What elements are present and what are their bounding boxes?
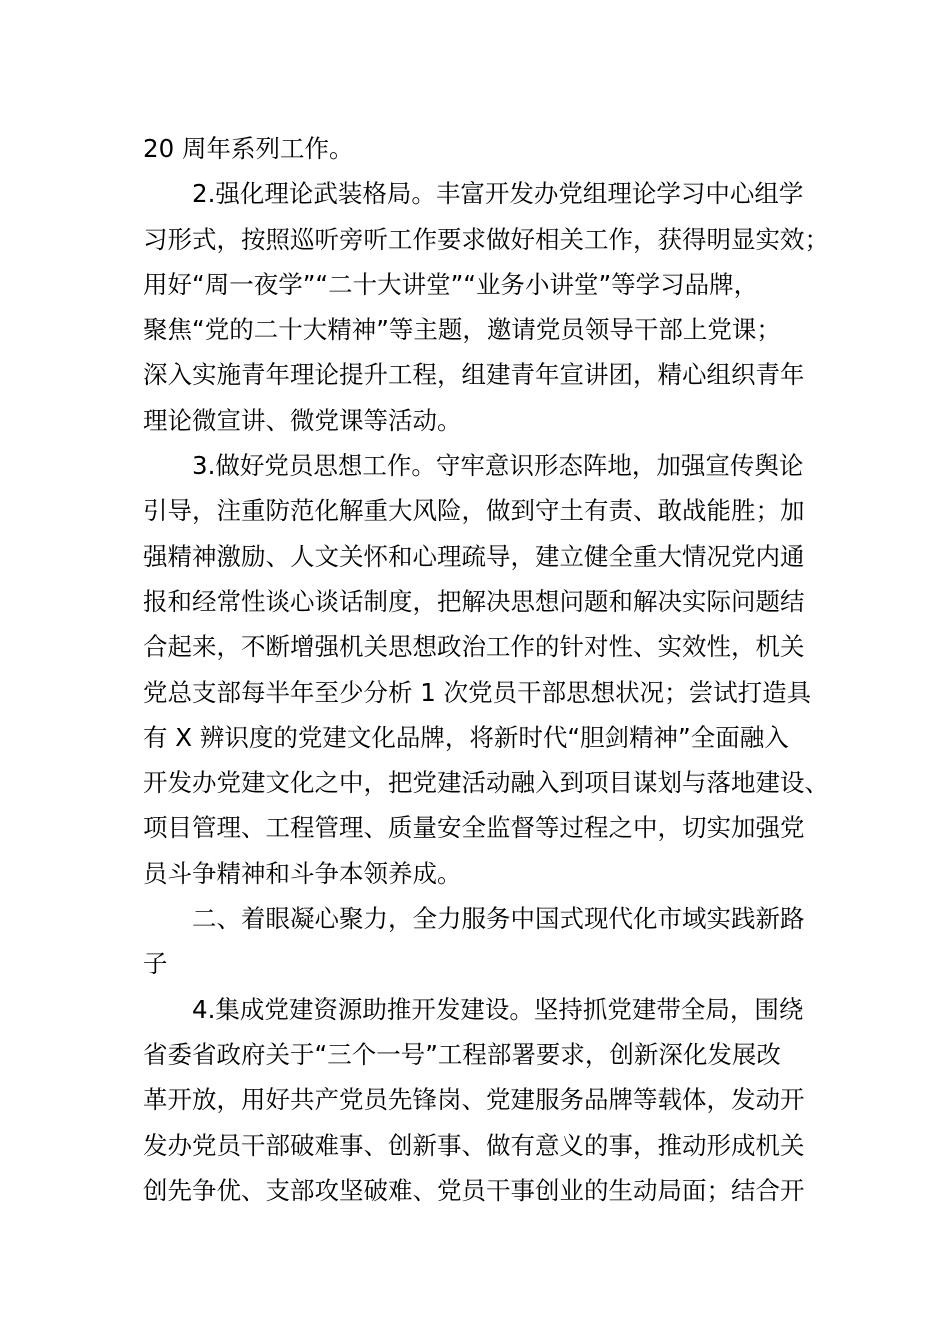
paragraph-line: 20 周年系列工作。 — [143, 134, 354, 163]
paragraph-first-line: 2.强化理论武装格局。丰富开发办党组理论学习中心组学 — [192, 179, 804, 209]
paragraph-line: 有 X 辨识度的党建文化品牌，将新时代“胆剑精神”全面融入 — [143, 722, 789, 752]
paragraph-line: 习形式，按照巡听旁听工作要求做好相关工作，获得明显实效； — [143, 224, 829, 254]
paragraph-line: 深入实施青年理论提升工程，组建青年宣讲团，精心组织青年 — [143, 360, 805, 390]
document-body — [143, 126, 829, 1213]
paragraph-first-line: 3.做好党员思想工作。守牢意识形态阵地，加强宣传舆论 — [192, 451, 804, 481]
paragraph-line: 党总支部每半年至少分析 1 次党员干部思想状况；尝试打造具 — [143, 677, 812, 707]
section-heading-line: 子 — [143, 949, 168, 979]
paragraph-line: 合起来，不断增强机关思想政治工作的针对性、实效性，机关 — [143, 632, 805, 662]
section-heading-line: 二、着眼凝心聚力，全力服务中国式现代化市域实践新路 — [192, 904, 805, 934]
paragraph-line: 报和经常性谈心谈话制度，把解决思想问题和解决实际问题结 — [143, 586, 805, 616]
paragraph-line: 强精神激励、人文关怀和心理疏导，建立健全重大情况党内通 — [143, 541, 805, 571]
paragraph-line: 员斗争精神和斗争本领养成。 — [143, 858, 462, 888]
paragraph-line: 发办党员干部破难事、创新事、做有意义的事，推动形成机关 — [143, 1130, 805, 1160]
paragraph-line: 项目管理、工程管理、质量安全监督等过程之中，切实加强党 — [143, 813, 805, 843]
paragraph-line: 用好“周一夜学”“二十大讲堂”“业务小讲堂”等学习品牌， — [143, 269, 759, 299]
paragraph-line: 革开放，用好共产党员先锋岗、党建服务品牌等载体，发动开 — [143, 1085, 805, 1115]
paragraph-first-line: 4.集成党建资源助推开发建设。坚持抓党建带全局，围绕 — [192, 994, 804, 1024]
paragraph-line: 聚焦“党的二十大精神”等主题，邀请党员领导干部上党课； — [143, 315, 781, 345]
paragraph-line: 创先争优、支部攻坚破难、党员干事创业的生动局面；结合开 — [143, 1175, 805, 1205]
paragraph-line: 理论微宣讲、微党课等活动。 — [143, 405, 462, 435]
paragraph-line: 开发办党建文化之中，把党建活动融入到项目谋划与落地建设、 — [143, 768, 829, 798]
paragraph-line: 引导，注重防范化解重大风险，做到守土有责、敢战能胜；加 — [143, 496, 805, 526]
paragraph-line: 省委省政府关于“三个一号”工程部署要求，创新深化发展改 — [143, 1039, 781, 1069]
